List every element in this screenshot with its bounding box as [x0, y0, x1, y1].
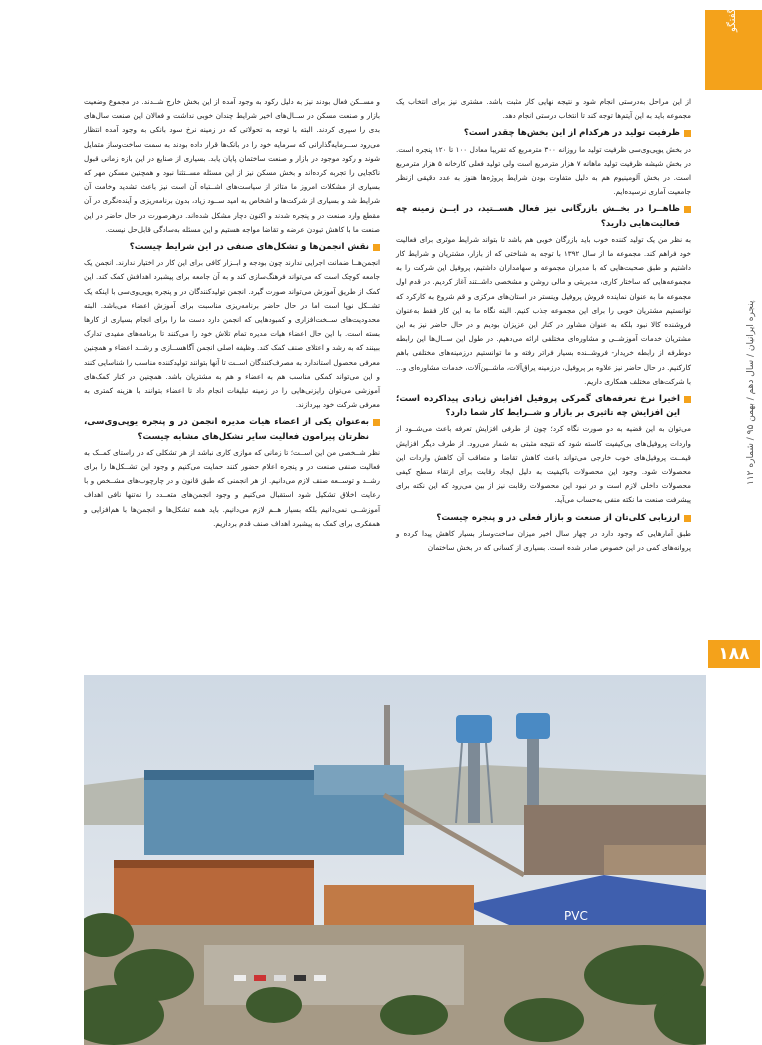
bullet-square-icon [373, 244, 380, 251]
bullet-square-icon [373, 419, 380, 426]
question-heading: ظاهــرا در بخــش بازرگانی نیز فعال هســتید، در ایــن زمینه چه فعالیت‌هایی دارید؟ [396, 202, 691, 230]
page-number: ۱۸۸ [708, 640, 760, 668]
brick-building [114, 865, 314, 925]
paragraph: و مســکن فعال بودند نیز به دلیل رکود به وجود آمده از این بخش خارج شــدند. در مجموع وضعیت بازار و صنعت مسکن در ســال‌های اخیر شرایط چندان خوبی نداشت و فعالان این صنعت سال‌های بدی را سپری کردند. البته با توجه به تحولاتی که در زمینه نرخ سود بانکی به وجود آمده انتظار می‌رود ســرمایه‌گذارانی که سرمایه خود را در بانک‌ها قرار داده بودند به سمت ساخت‌وساز متمایل شوند و رکود موجود در بازار و صنعت ساختمان پایان یابد. بسیاری از صنایع در این بازه زمانی قبول ناکجایی را تجربه کرده‌اند و بخش مسکن نیز از این مسئله مســتثنا نبود و همچنین مسکن مهر که بسیاری از مشکلات امروز ما متاثر از سیاست‌های اشــتباه آن است نیز باعث تشدید وخامت آن شرایط شد و بسیاری از شرکت‌ها و اشخاص به امید ســود زیاد، بدون برنامه‌ریزی و آینده‌نگری در آن مقطع وارد صنعت در و پنجره شدند و اکنون دچار مشکل شده‌اند. درهرصورت در حال حاضر در این صنعت ما با کاهش تبودن عرضه و تقاضا مواجه هستیم و این مسئله به‌سادگی قابل‌حل نیست. [84, 97, 380, 234]
right-column [396, 95, 691, 558]
bullet-square-icon [684, 515, 691, 522]
factory-photo [84, 675, 706, 1045]
question-heading: ظرفیت تولید در هرکدام از این بخش‌ها چقدر است؟ [396, 126, 691, 140]
paragraph: از این مراحل به‌درستی انجام شود و نتیجه نهایی کار مثبت باشد. مشتری نیز برای انتخاب یک مجموعه باید به این آیتم‌ها توجه کند تا انتخاب درستی انجام دهد. [396, 97, 691, 121]
roof-sign: PVC [564, 909, 588, 923]
main-factory-building [144, 765, 404, 855]
paragraph: در بخش یوپی‌وی‌سی ظرفیت تولید ما روزانه ۳۰۰ مترمربع که تقریبا معادل ۱۰۰ تا ۱۲۰ پنجره است. در بخش شیشه ظرفیت تولید ماهانه ۷ هزار مترمربع است ولی تولید فعلی کارخانه ۵ هزار مترمربع است. در بخش آلومینیوم هم به دلیل متفاوت بودن شرایط پروژه‌ها هنوز به عدد دقیقی ازنظر جامعیت آماری نرسیده‌ایم. [396, 144, 692, 197]
bullet-square-icon [684, 396, 691, 403]
paragraph: به نظر من یک تولید کننده خوب باید بازرگان خوبی هم باشد تا بتواند شرایط موثری برای فعالیت خود فراهم کند. مجموعه ما از سال ۱۳۹۲ با توجه به شناختی که از بازار، مشتریان و شرایط کار داشتیم و طبق صحبت‌هایی که با مدیران مجموعه و سهامداران داشتیم، پروفیل این شرکت را به مجموعه‌هایی که ساختار کاری، مدیریتی و مالی روشن و مشخصی داشــتند آغاز کردیم. در قدم اول مجموعه ما به عنوان نماینده فروش پروفیل وینستر در استان‌های مرکزی و قم شروع به کارکرد که توانستیم مشتریان خوبی را برای این مجموعه جذب کنیم. البته نگاه ما به این کار فقط به‌عنوان فروشنده کالا نبود بلکه به عنوان مشاور در کنار این عزیزان بودیم و در حال حاضر نیز به این مشتریان خدمات آموزشــی و مشاوره‌ای مختلفی ارائه می‌دهیم. در طول این ســال‌ها این رابطه دوطرفه از رابطه خریدار- فروشــنده بسیار فراتر رفته و ما توانستیم درزمینه‌های مختلفی باهم کارکنیم. در حال حاضر نیز علاوه بر پروفیل، درزمینه یراق‌آلات، ماشــین‌آلات، خدمات مشاوره‌ای و... با شرکت‌های مختلف همکاری داریم. [396, 234, 691, 386]
paragraph: می‌توان به این قضیه به دو صورت نگاه کرد؛ چون از طرفی افزایش تعرفه باعث می‌شــود از واردات پروفیل‌های بی‌کیفیت کاسته شود که نتیجه مثبتی به شمار می‌رود. از طرف دیگر افزایش قیمــت پروفیل‌های خوب خارجی می‌تواند باعث کاهش تقاضا و متعاقب آن کاهش واردات این محصولات شود. وجود این محصولات باکیفیت به دلیل ایجاد رقابت برای ارتقاء سطح کیفی محصولات داخلی لازم است و در نبود این محصولات رقابت نیز از بین می‌رود که این نکته برای پیشرفت صنعت ما نکته منفی به‌حساب می‌آید. [396, 424, 691, 505]
paragraph: نظر شــخصی من این اســت؛ تا زمانی که موازی کاری نباشد از هر تشکلی که در راستای کمــک به فعالیت صنفی صنعت در و پنجره اعلام حضور کنند حمایت می‌کنیم و وجود این تشــکل‌ها را برای رشــد و توســعه صنف لازم می‌دانیم. از هر انجمنی که طبق قانون و در چارچوب‌های مشــخص و با رعایت اخلاق تشکیل شود استقبال می‌کنیم و وجود انجمن‌های متعــدد را نه‌تنها نافی اهداف آموزشــی نمی‌دانیم بلکه بسیار هــم لازم می‌دانیم. باید همه تشکل‌ها و انجمن‌ها با هم‌افزایی و همفکری برای کمک به پیشبرد اهداف صنف قدم برداریم. [84, 447, 380, 528]
paragraph: انجمن‌هــا ضمانت اجرایی ندارند چون بودجه و ابــزار کافی برای این کار در اختیار ندارند. انجمن یک جامعه کوچک است که می‌تواند فرهنگ‌سازی کند و به آن جامعه برای پیشبرد اهدافش کمک کند. این کمک از طریق آموزش می‌تواند صورت گیرد. انجمن تولیدکنندگان در و پنجره یوپی‌وی‌سی با اینکه یک تشــکل نوپا است اما در حال حاضر برنامه‌ریزی مناسبت برای آموزش اعضاء می‌باشد. البته محدودیت‌های ســخت‌افزاری و کمبودهایی که انجمن دارد دست ما را برای انجام بسیاری از کارها بسته است. با این حال اعضاء هیات مدیره تمام تلاش خود را می‌کنند تا برنامه‌های مفیدی تدارک ببینند که به رشد و اعتلای صنف کمک کند. وظیفه اصلی انجمن آگاهســازی و رشــد اعضاء و همچنین معرفی محصول استاندارد به مصرف‌کنندگان اســت تا آنها بتوانند تولیدکننده مناسب را شناسایی کنند و این می‌تواند کمکی مناسب هم به اعضاء و هم به مشتریان باشد. همچنین در کنار کمک‌های آموزشی می‌توان رایزنی‌هایی را در زمینه تبلیغات انجام داد تا اعضاء بتوانند با هزینه کمتری به معرفی شرکت خود بپردازند. [84, 258, 380, 410]
question-heading: اخیرا نرخ تعرفه‌های گمرکی پروفیل افزایش زیادی پیداکرده است؛ این افزایش چه تاثیری بر بازار و شــرایط کار شما دارد؟ [396, 392, 691, 420]
paragraph: طبق آمارهایی که وجود دارد در چهار سال اخیر میزان ساخت‌وساز بسیار کاهش پیدا کرده و پروانه‌های کمی در این خصوص صادر شده است. بسیاری از کسانی که در بخش ساختمان [396, 528, 691, 553]
bullet-square-icon [684, 206, 691, 213]
question-heading: به‌عنوان یکی از اعضاء هیات مدیره انجمن در و پنجره یوپی‌وی‌سی، نظرتان پیرامون فعالیت سایر تشکل‌های مشابه چیست؟ [84, 415, 380, 443]
question-heading: ارزیابی کلی‌تان از صنعت و بازار فعلی در و پنجره چیست؟ [396, 511, 691, 525]
issue-meta: پنجره ایرانیان / سال دهم / بهمن ۹۵ / شماره ۱۱۲ [746, 300, 756, 485]
left-column [84, 95, 380, 534]
section-tab: گفتگو [705, 10, 762, 90]
bullet-square-icon [684, 130, 691, 137]
question-heading: نقش انجمن‌ها و تشکل‌های صنفی در این شرایط چیست؟ [84, 240, 380, 254]
industrial-factory-photo [84, 675, 706, 1045]
